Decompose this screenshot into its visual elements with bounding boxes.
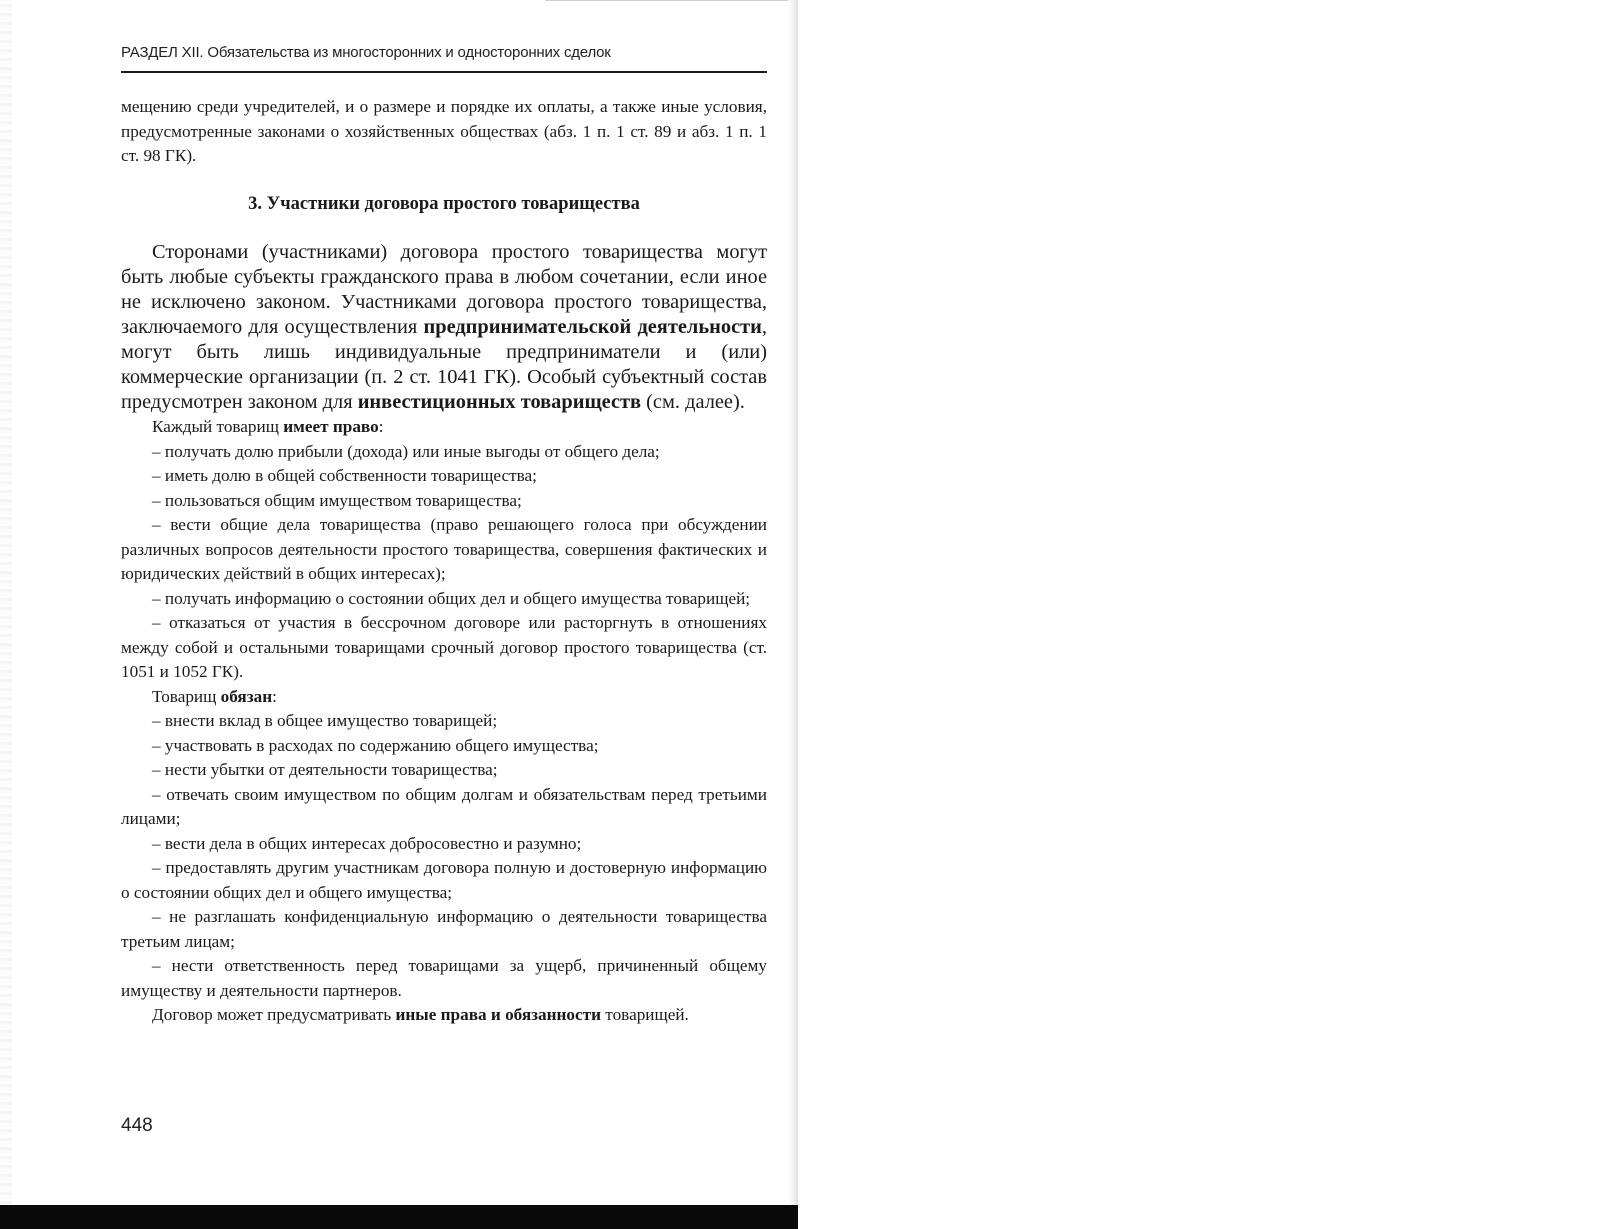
duties-item: – внести вклад в общее имущество товарищей; xyxy=(152,711,498,730)
rights-item: – отказаться от участия в бессрочном договоре или расторгнуть в отношениях между собой и остальными товарищами срочный договор простого товарищества (ст. 1051 и 1052 ГК). xyxy=(121,613,767,681)
closing-paragraph xyxy=(121,1003,767,1028)
duties-item: – отвечать своим имуществом по общим долгам и обязательствам перед третьими лицами; xyxy=(121,784,767,828)
intro-paragraph: мещению среди учредителей, и о размере и порядке их оплаты, а также иные условия, предусмотренные законами о хозяйственных обществах (абз. 1 п. 1 ст. 89 и абз. 1 п. 1 ст. 98 ГК). xyxy=(121,97,767,165)
duties-intro-text: Товарищ xyxy=(152,686,221,706)
running-head: РАЗДЕЛ XII. Обязательства из многосторонних и односторонних сделок xyxy=(121,44,611,61)
main-paragraph-bold2: инвестиционных товариществ xyxy=(357,391,642,413)
main-paragraph-bold1: предпринимательской деятельности xyxy=(423,316,762,338)
page-number: 448 xyxy=(121,1115,153,1136)
duties-intro-bold: обязан xyxy=(220,686,273,706)
rights-intro-end: : xyxy=(378,417,384,436)
scan-right-edge xyxy=(788,0,798,1205)
duties-item: – участвовать в расходах по содержанию общего имущества; xyxy=(152,735,599,755)
rights-intro-bold: имеет право xyxy=(283,417,379,436)
main-paragraph xyxy=(121,240,767,415)
main-paragraph-part1: Сторонами (участниками) договора простого товарищества могут быть любые субъекты гражданского права в любом сочетании, если иное не исключено законом. Участниками договора простого товарищества, заключаемого для осуществления xyxy=(121,241,767,338)
duties-item: – нести ответственность перед товарищами за ущерб, причиненный общему имуществу и деятельности партнеров. xyxy=(121,956,767,1000)
main-paragraph-part2: , могут быть лишь индивидуальные предприниматели и (или) коммерческие организации (п. 2 ст. 1041 ГК). Особый субъектный состав предусмотрен законом для xyxy=(121,316,767,413)
rights-item: – получать долю прибыли (дохода) или иные выгоды от общего дела; xyxy=(152,441,660,461)
rights-intro xyxy=(121,415,767,440)
duties-intro xyxy=(121,685,767,710)
rights-item: – получать информацию о состоянии общих дел и общего имущества товарищей; xyxy=(152,588,751,608)
header-rule xyxy=(121,71,767,73)
closing-bold: иные права и обязанности xyxy=(395,1005,601,1024)
book-page xyxy=(0,0,798,1229)
duties-item: – нести убытки от деятельности товарищества; xyxy=(152,760,498,779)
closing-part1: Договор может предусматривать xyxy=(152,1005,396,1024)
scan-left-edge xyxy=(0,0,12,1205)
intro-text-block xyxy=(121,95,767,169)
duties-item: – предоставлять другим участникам договора полную и достоверную информацию о состоянии общих дел и общего имущества; xyxy=(121,858,767,902)
rights-item: – пользоваться общим имуществом товарищества; xyxy=(152,490,522,510)
scan-bottom-bar xyxy=(0,1205,798,1229)
main-paragraph-part3: (см. далее). xyxy=(641,391,745,413)
section-heading: 3. Участники договора простого товарищества xyxy=(248,194,640,214)
main-text-block xyxy=(121,240,767,1028)
duties-item: – не разглашать конфиденциальную информацию о деятельности товарищества третьим лицам; xyxy=(121,907,767,951)
rights-intro-text: Каждый товарищ xyxy=(152,417,284,436)
duties-item: – вести дела в общих интересах добросовестно и разумно; xyxy=(152,833,582,853)
rights-item: – вести общие дела товарищества (право решающего голоса при обсуждении различных вопросов деятельности простого товарищества, совершения фактических и юридических действий в общих интересах); xyxy=(121,515,767,583)
closing-part2: товарищей. xyxy=(601,1005,689,1024)
scan-top-line xyxy=(545,0,790,1)
duties-intro-end: : xyxy=(272,686,277,706)
rights-item: – иметь долю в общей собственности товарищества; xyxy=(152,466,537,485)
